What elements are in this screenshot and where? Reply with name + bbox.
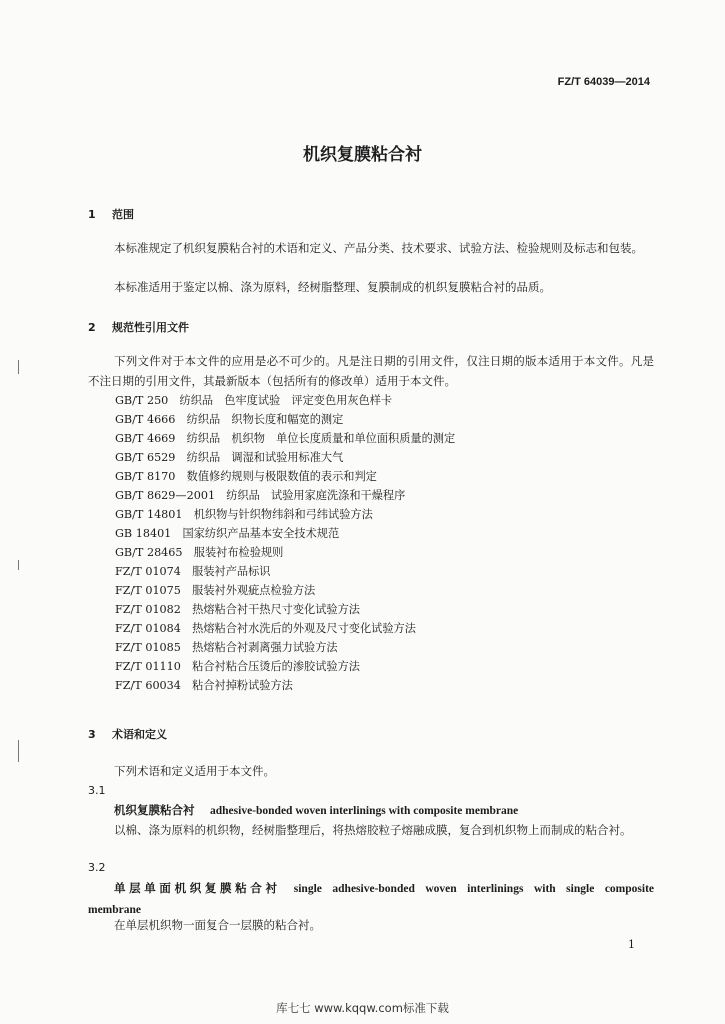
reference-title: 纺织品 调湿和试验用标准大气 [186, 451, 344, 464]
reference-code: GB/T 14801 [115, 508, 183, 521]
reference-code: FZ/T 01074 [115, 565, 181, 578]
reference-item [115, 639, 338, 655]
page-number: 1 [628, 938, 635, 951]
reference-item [115, 544, 283, 560]
reference-code: FZ/T 01085 [115, 641, 181, 654]
reference-item [115, 525, 339, 541]
reference-item [115, 449, 343, 465]
terms-intro: 下列术语和定义适用于本文件。 [114, 764, 275, 778]
reference-title: 机织物与针织物纬斜和弓纬试验方法 [193, 508, 373, 521]
reference-item [115, 563, 270, 579]
reference-code: FZ/T 01082 [115, 603, 181, 616]
scope-paragraph-1: 本标准规定了机织复膜粘合衬的术语和定义、产品分类、技术要求、试验方法、检验规则及标志和包装。 [114, 241, 643, 255]
reference-item [115, 582, 315, 598]
reference-title: 热熔粘合衬水洗后的外观及尺寸变化试验方法 [192, 622, 416, 635]
reference-code: FZ/T 01075 [115, 584, 181, 597]
section-3-heading [88, 726, 167, 742]
term-definition: 在单层机织物一面复合一层膜的粘合衬。 [114, 918, 321, 932]
clause-number: 3.1 [88, 784, 106, 797]
references-intro: 下列文件对于本文件的应用是必不可少的。凡是注日期的引用文件，仅注日期的版本适用于本文件。凡是不注日期的引用文件，其最新版本（包括所有的修改单）适用于本文件。 [88, 354, 654, 388]
reference-title: 热熔粘合衬干热尺寸变化试验方法 [192, 603, 360, 616]
section-number: 3 [88, 728, 96, 741]
term-zh: 机织复膜粘合衬 [114, 803, 195, 817]
scan-edge-mark [18, 560, 19, 570]
document-title: 机织复膜粘合衬 [303, 145, 422, 165]
term-en: single adhesive-bonded woven interlinings with single composite membrane [88, 883, 655, 916]
term-en: adhesive-bonded woven interlinings with composite membrane [210, 805, 519, 817]
reference-item [115, 411, 343, 427]
reference-code: GB/T 4666 [115, 413, 176, 426]
section-title: 规范性引用文件 [112, 321, 189, 334]
reference-title: 数值修约规则与极限数值的表示和判定 [186, 470, 377, 483]
reference-title: 服装衬产品标识 [192, 565, 271, 578]
reference-item [115, 430, 455, 446]
reference-item [115, 601, 360, 617]
section-2-heading [88, 319, 189, 335]
term-heading [88, 878, 654, 920]
section-title: 范围 [112, 208, 134, 221]
reference-title: 国家纺织产品基本安全技术规范 [182, 527, 340, 540]
reference-title: 纺织品 试验用家庭洗涤和干燥程序 [226, 489, 406, 502]
scan-edge-mark [18, 360, 19, 374]
reference-title: 纺织品 机织物 单位长度质量和单位面积质量的测定 [186, 432, 456, 445]
reference-code: FZ/T 01084 [115, 622, 181, 635]
section-title: 术语和定义 [112, 728, 167, 741]
term-zh: 单层单面机织复膜粘合衬 [114, 881, 281, 895]
reference-item [115, 392, 392, 408]
standard-code: FZ/T 64039—2014 [557, 76, 650, 88]
reference-code: GB/T 28465 [115, 546, 183, 559]
reference-title: 服装衬布检验规则 [193, 546, 284, 559]
term-definition: 以棉、涤为原料的机织物，经树脂整理后，将热熔胶粒子熔融成膜，复合到机织物上而制成的粘合衬。 [114, 823, 632, 837]
term-heading [88, 800, 654, 821]
clause-number: 3.2 [88, 861, 106, 874]
scope-paragraph-2: 本标准适用于鉴定以棉、涤为原料，经树脂整理、复膜制成的机织复膜粘合衬的品质。 [114, 280, 551, 294]
section-number: 1 [88, 208, 96, 221]
reference-item [115, 506, 373, 522]
reference-code: GB/T 4669 [115, 432, 176, 445]
reference-item [115, 487, 405, 503]
reference-code: GB/T 8170 [115, 470, 176, 483]
reference-title: 服装衬外观疵点检验方法 [192, 584, 316, 597]
reference-item [115, 468, 377, 484]
download-footer: 库七七 www.kqqw.com标准下载 [276, 1001, 449, 1015]
scan-edge-mark [18, 740, 19, 762]
reference-code: FZ/T 60034 [115, 679, 181, 692]
reference-code: FZ/T 01110 [115, 660, 181, 673]
reference-code: GB/T 6529 [115, 451, 176, 464]
reference-code: GB 18401 [115, 527, 172, 540]
reference-title: 粘合衬掉粉试验方法 [192, 679, 293, 692]
section-1-heading [88, 206, 134, 222]
reference-code: GB/T 8629—2001 [115, 489, 216, 502]
reference-title: 粘合衬粘合压烫后的渗胶试验方法 [192, 660, 360, 673]
reference-item [115, 658, 360, 674]
reference-code: GB/T 250 [115, 394, 169, 407]
reference-title: 热熔粘合衬剥离强力试验方法 [192, 641, 338, 654]
reference-item [115, 677, 293, 693]
section-number: 2 [88, 321, 96, 334]
reference-item [115, 620, 416, 636]
reference-title: 纺织品 织物长度和幅宽的测定 [186, 413, 344, 426]
reference-title: 纺织品 色牢度试验 评定变色用灰色样卡 [179, 394, 393, 407]
